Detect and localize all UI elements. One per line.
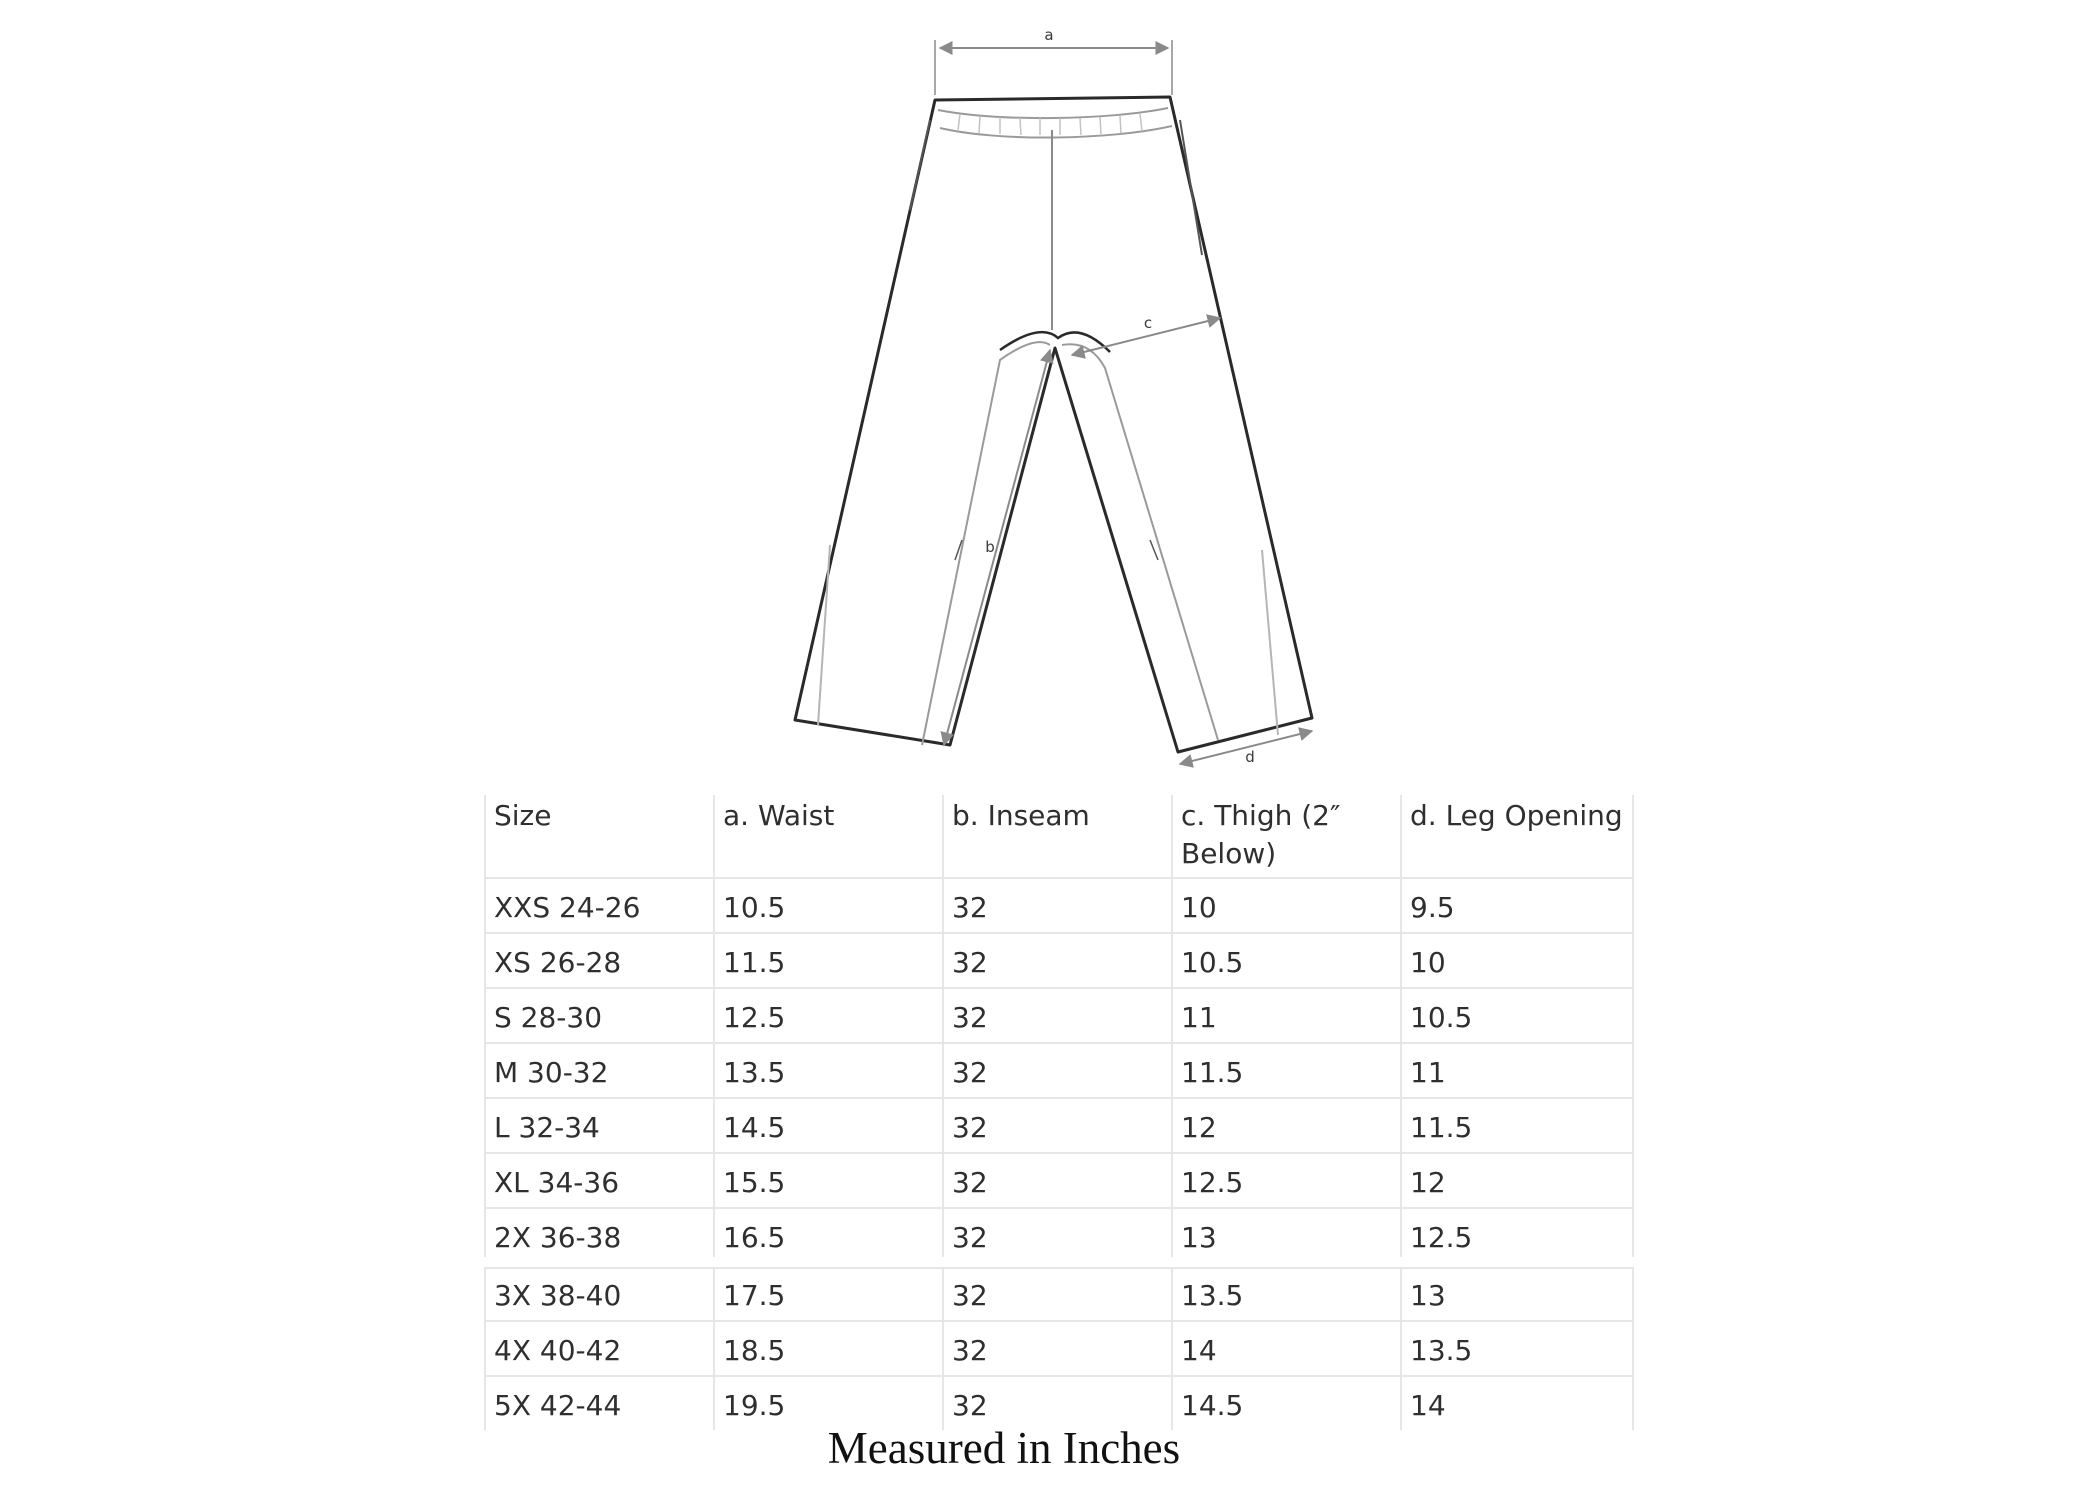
thigh-cell: 11 [1172, 988, 1401, 1043]
waist-cell: 16.5 [714, 1208, 943, 1262]
inseam-cell: 32 [943, 933, 1172, 988]
size-cell: XL 34-36 [485, 1153, 714, 1208]
thigh-cell: 14.5 [1172, 1376, 1401, 1430]
inseam-cell: 32 [943, 1208, 1172, 1262]
leg-opening-cell: 10 [1401, 933, 1633, 988]
size-cell: 5X 42-44 [485, 1376, 714, 1430]
leg-opening-cell: 11 [1401, 1043, 1633, 1098]
size-cell: S 28-30 [485, 988, 714, 1043]
inseam-cell: 32 [943, 1262, 1172, 1321]
units-caption: Measured in Inches [827, 1423, 1181, 1473]
size-cell: XS 26-28 [485, 933, 714, 988]
table-row [485, 878, 1633, 933]
size-cell: 4X 40-42 [485, 1321, 714, 1376]
waist-cell: 11.5 [714, 933, 943, 988]
waist-cell: 12.5 [714, 988, 943, 1043]
waist-cell: 10.5 [714, 878, 943, 933]
size-cell: L 32-34 [485, 1098, 714, 1153]
thigh-cell: 12 [1172, 1098, 1401, 1153]
dimension-d-label: d [1245, 748, 1255, 766]
size-chart-table [484, 795, 1634, 1430]
inseam-cell: 32 [943, 1376, 1172, 1430]
table-row [485, 1098, 1633, 1153]
waist-cell: 18.5 [714, 1321, 943, 1376]
waist-cell: 15.5 [714, 1153, 943, 1208]
leg-opening-cell: 14 [1401, 1376, 1633, 1430]
size-cell: 3X 38-40 [485, 1262, 714, 1321]
thigh-cell: 14 [1172, 1321, 1401, 1376]
leg-opening-cell: 12.5 [1401, 1208, 1633, 1262]
table-row [485, 1043, 1633, 1098]
thigh-cell: 13 [1172, 1208, 1401, 1262]
thigh-cell: 13.5 [1172, 1262, 1401, 1321]
leg-opening-cell: 11.5 [1401, 1098, 1633, 1153]
header-waist: a. Waist [714, 795, 943, 878]
thigh-cell: 11.5 [1172, 1043, 1401, 1098]
header-size: Size [485, 795, 714, 878]
table-row [485, 988, 1633, 1043]
dimension-a-label: a [1044, 26, 1054, 44]
waistband [938, 108, 1172, 138]
size-cell: XXS 24-26 [485, 878, 714, 933]
table-row [485, 1208, 1633, 1262]
waist-cell: 14.5 [714, 1098, 943, 1153]
inseam-cell: 32 [943, 988, 1172, 1043]
header-leg-opening: d. Leg Opening [1401, 795, 1633, 878]
waist-cell: 19.5 [714, 1376, 943, 1430]
thigh-cell: 10 [1172, 878, 1401, 933]
inseam-cell: 32 [943, 1098, 1172, 1153]
waist-cell: 17.5 [714, 1262, 943, 1321]
waist-cell: 13.5 [714, 1043, 943, 1098]
leg-opening-cell: 10.5 [1401, 988, 1633, 1043]
header-thigh: c. Thigh (2″ Below) [1172, 795, 1401, 878]
table-row [485, 1262, 1633, 1321]
leg-opening-cell: 12 [1401, 1153, 1633, 1208]
pants-outline [795, 97, 1312, 752]
dimension-b-label: b [985, 538, 995, 556]
inseam-cell: 32 [943, 1321, 1172, 1376]
leg-opening-cell: 13.5 [1401, 1321, 1633, 1376]
inseam-cell: 32 [943, 1153, 1172, 1208]
inseam-cell: 32 [943, 1043, 1172, 1098]
thigh-cell: 12.5 [1172, 1153, 1401, 1208]
table-row [485, 1321, 1633, 1376]
thigh-cell: 10.5 [1172, 933, 1401, 988]
dimension-c-label: c [1143, 314, 1153, 332]
header-inseam: b. Inseam [943, 795, 1172, 878]
leg-opening-cell: 13 [1401, 1262, 1633, 1321]
table-row [485, 1153, 1633, 1208]
leg-opening-cell: 9.5 [1401, 878, 1633, 933]
table-row [485, 933, 1633, 988]
size-cell: M 30-32 [485, 1043, 714, 1098]
inseam-cell: 32 [943, 878, 1172, 933]
size-cell: 2X 36-38 [485, 1208, 714, 1262]
table-header-row [485, 795, 1633, 878]
